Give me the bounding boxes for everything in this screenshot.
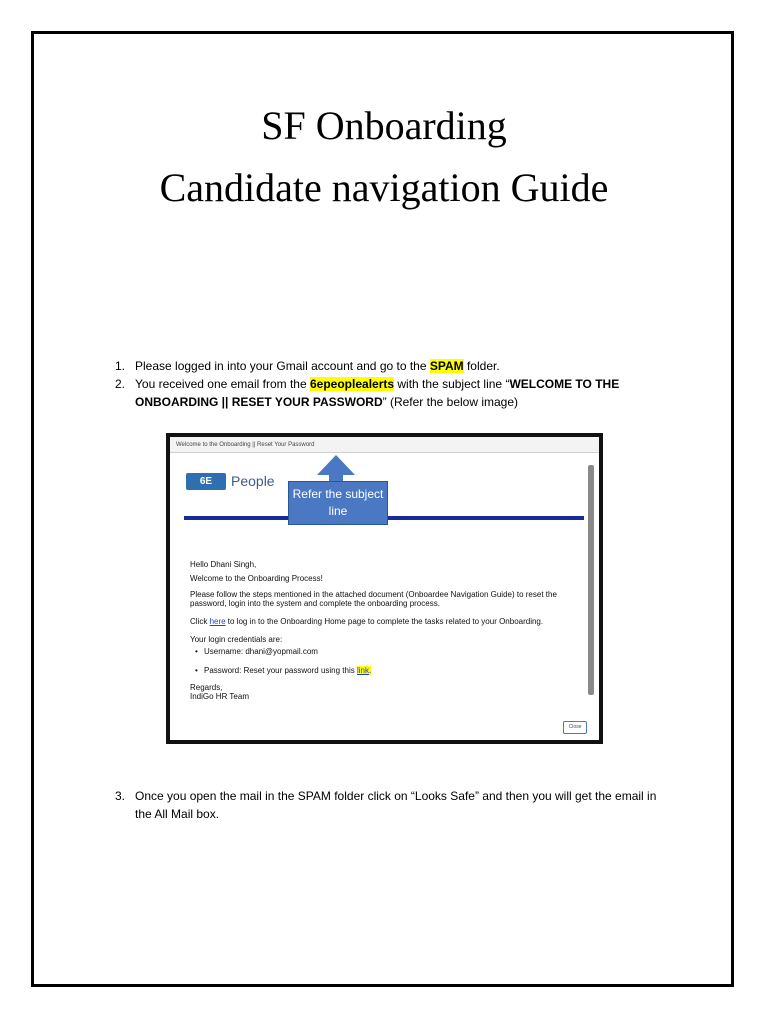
step-text: with the subject line “	[394, 377, 510, 391]
up-arrow-icon	[317, 455, 355, 475]
email-instructions: Please follow the steps mentioned in the attached document (Onboardee Navigation Guide) to reset the password, login into the system and complete the onboarding process.	[190, 590, 557, 608]
step-text: folder.	[463, 359, 500, 373]
email-subject-bar: Welcome to the Onboarding || Reset Your Password	[170, 437, 599, 453]
close-button[interactable]: Close	[563, 721, 587, 734]
step-text: You received one email from the	[135, 377, 310, 391]
reset-link[interactable]: link	[356, 666, 369, 675]
email-username: • Username: dhani@yopmail.com	[190, 647, 619, 656]
step-number: 2.	[115, 377, 126, 391]
step-highlight: 6epeoplealerts	[310, 377, 395, 391]
step-item	[115, 787, 665, 823]
callout-box: Refer the subject line	[288, 481, 388, 525]
email-text: Password: Reset your password using this	[204, 666, 357, 675]
sixe-logo: 6E	[186, 473, 226, 490]
step-text: Once you open the mail in the SPAM folder click on “Looks Safe” and then you will get the email in the All Mail box.	[135, 789, 657, 821]
email-regards: Regards,	[190, 683, 223, 692]
here-link[interactable]: here	[209, 617, 226, 626]
step-text: Please logged in into your Gmail account and go to the	[135, 359, 430, 373]
email-text: .	[368, 666, 372, 675]
document-title: SF Onboarding	[261, 103, 507, 148]
people-logo-word: People	[231, 473, 275, 489]
step-highlight: SPAM	[429, 359, 464, 373]
steps-list-continued	[115, 787, 665, 823]
steps-list	[115, 357, 665, 411]
document-subtitle: Candidate navigation Guide	[159, 165, 609, 210]
email-login-line	[190, 617, 575, 626]
email-screenshot	[166, 433, 603, 744]
step-subject-line: WELCOME TO THE ONBOARDING || RESET YOUR PASSWORD	[135, 377, 620, 409]
email-welcome: Welcome to the Onboarding Process!	[190, 574, 323, 583]
email-text: to log in to the Onboarding Home page to complete the tasks related to your Onboarding.	[225, 617, 544, 626]
step-number: 1.	[115, 359, 126, 373]
step-item	[115, 375, 665, 411]
step-item	[115, 357, 665, 375]
email-greeting: Hello Dhani Singh,	[190, 560, 257, 569]
step-number: 3.	[115, 789, 126, 803]
email-password-line	[190, 666, 619, 675]
step-text: ” (Refer the below image)	[382, 395, 519, 409]
email-signature: IndiGo HR Team	[190, 692, 249, 701]
email-scrollbar	[588, 465, 594, 695]
email-text: Click	[190, 617, 210, 626]
email-credentials-label: Your login credentials are:	[190, 635, 283, 644]
